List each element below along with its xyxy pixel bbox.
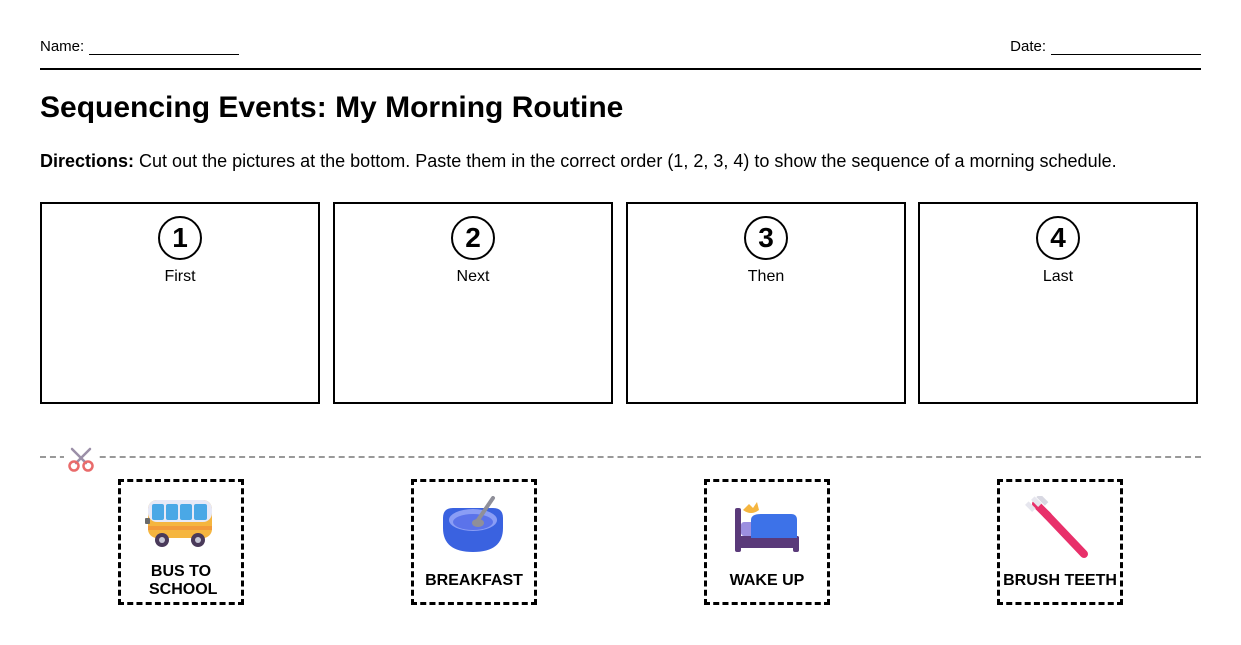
- cut-line: [40, 456, 1201, 458]
- directions-label: Directions:: [40, 151, 135, 171]
- scissors-icon: [64, 446, 98, 472]
- step-label-1: First: [164, 268, 196, 285]
- directions-text: Cut out the pictures at the bottom. Paste them in the correct order (1, 2, 3, 4) to show the sequence of a morning schedule.: [139, 151, 1117, 171]
- header-row: [40, 38, 1201, 60]
- sequence-box-3[interactable]: [626, 202, 906, 404]
- step-number-1: 1: [158, 216, 202, 260]
- step-number-3: 3: [744, 216, 788, 260]
- step-label-4: Last: [1042, 268, 1074, 285]
- cutout-card-breakfast[interactable]: [411, 479, 537, 605]
- cutout-card-wake-up[interactable]: [704, 479, 830, 605]
- step-label-3: Then: [747, 268, 785, 285]
- sequence-box-1[interactable]: [40, 202, 320, 404]
- toothbrush-icon: [1024, 496, 1094, 560]
- directions: [40, 150, 1117, 172]
- bed-icon: [731, 496, 801, 556]
- bowl-icon: [438, 496, 508, 558]
- date-label: Date:: [1010, 38, 1046, 55]
- page-title: Sequencing Events: My Morning Routine: [40, 91, 624, 124]
- sequence-box-4[interactable]: [918, 202, 1198, 404]
- cutout-label-breakfast: BREAKFAST: [425, 572, 523, 589]
- date-blank-line[interactable]: [1051, 40, 1201, 55]
- date-field[interactable]: [1010, 38, 1201, 55]
- name-field[interactable]: [40, 38, 239, 55]
- cutout-label-wake-up: WAKE UP: [729, 572, 805, 589]
- cutout-card-bus[interactable]: [118, 479, 244, 605]
- cutout-label-brush-teeth: BRUSH TEETH: [1003, 572, 1117, 589]
- step-number-2: 2: [451, 216, 495, 260]
- name-blank-line[interactable]: [89, 40, 239, 55]
- name-label: Name:: [40, 38, 85, 55]
- step-number-4: 4: [1036, 216, 1080, 260]
- cutout-label-bus: BUS TO SCHOOL: [149, 563, 218, 598]
- step-label-2: Next: [456, 268, 490, 285]
- bus-icon: [145, 496, 215, 552]
- header-divider: [40, 68, 1201, 70]
- sequence-boxes: [40, 202, 1201, 406]
- sequence-box-2[interactable]: [333, 202, 613, 404]
- cutout-card-brush-teeth[interactable]: [997, 479, 1123, 605]
